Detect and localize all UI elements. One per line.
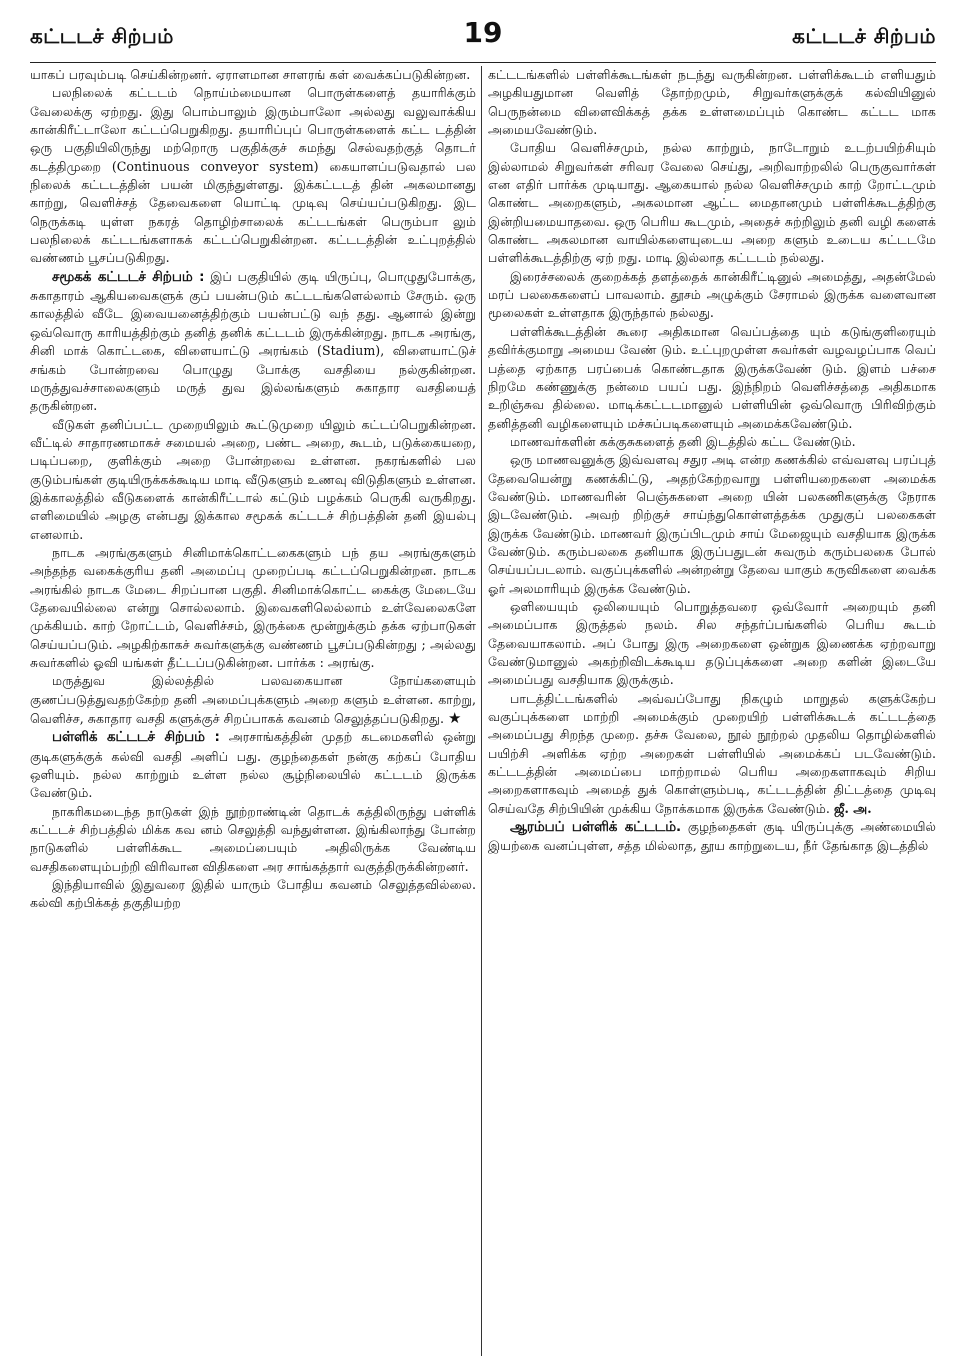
left-column [30, 66, 476, 1358]
header-rule [30, 62, 936, 63]
paragraph: பலநிலைக் கட்டடம் நொய்ம்மையான பொருள்களைத் தயாரிக்கும் வேலைக்கு ஏற்றது. இது பொம்பாலும் இரும்பாலோ அல்லது வலுவாக்கிய கான்கிரீட்டாலோ கட்டப்பெறுகிறது. தயாரிப்புப் பொருள்களைக் கட்ட டத்தின் ஒரு பகுதியிலிருந்து மற்றொரு பகுதிக்குச் சுமந்து செல்வதற்குத் தொடர் கடத்திமுறை (Continuous conveyor system) கையாளப்படுவதால் பல நிலைக் கட்டடத்தின் பயன் மிகுந்துள்ளது. இக்கட்டடத் தின் அகலமானது காற்று, வெளிச்சத் தேவைகளை யொட்டி முடிவு செய்யப்படுகிறது. இட நெருக்கடி யுள்ள நகரத் தொழிற்சாலைக் கட்டடங்கள் பெரும்பா லும் பலநிலைக் கட்டடங்களாகக் கட்டப்பெறுகின்றன. கட்டடத்தின் உட்புறத்தில் வண்ணம் பூசப்படுகிறது. [30, 85, 476, 266]
right-column [488, 66, 936, 1358]
paragraph: ஒளியையும் ஒலியையும் பொறுத்தவரை ஒவ்வோர் அறையும் தனி அமைப்பாக இருத்தல் நலம். சில சந்தர்ப்பங்களில் பெரிய கூடம் தேவையாகலாம். அப் போது இரு அறைகளை ஒன்றுக இணைக்க ஏற்றவாறு வேண்டுமானுல் அகற்றிவிடக்கூடிய தடுப்புக்களை அறை களின் இடையே அமைப்பது வசதியாக இருக்கும். [488, 598, 936, 688]
paragraph-text: மருத்துவ இல்லத்தில் பலவகையான நோய்களையும் குணப்படுத்துவதற்கேற்ற தனி அமைப்புக்களும் அறை களும் உள்ளன. காற்று, வெளிச்ச, சுகாதார வசதி களுக்குச் சிறப்பாகக் கவனம் செலுத்தப்படுகிறது. [30, 673, 476, 727]
paragraph: நாடக அரங்குகளும் சினிமாக்கொட்டகைகளும் பந் தய அரங்குகளும் அந்தந்த வகைக்குரிய தனி அமைப்பு முறைப்படி கட்டப்பெறுகின்றன. நாடக அரங்கில் நாடக மேடை சிறப்பான பகுதி. சினிமாக்கொட்ட கைக்கு மேடையே தேவையில்லை என்று சொல்லலாம். இவைகளிலெல்லாம் உள்வேலைகளே முக்கியம். காற் றோட்டம், வெளிச்சம், இருக்கை மூன்றுக்கும் தக்க ஏற்பாடுகள் செய்யப்படும். அழகிற்காகச் சுவர்களுக்கு வண்ணம் பூசப்படுகின்றது ; அல்லது சுவர்களில் ஓவி யங்கள் தீட்டப்படுகின்றன. பார்க்க : அரங்கு. [30, 544, 476, 670]
paragraph: யாகப் பரவும்படி செய்கின்றனர். ஏராளமான சாளரங் கள் வைக்கப்படுகின்றன. [30, 67, 471, 82]
paragraph [30, 728, 476, 802]
paragraph: கட்டடங்களில் பள்ளிக்கூடங்கள் நடந்து வருகின்றன. பள்ளிக்கூடம் எளியதும் அழகியதுமான வெளித் தோற்றமும், சிறுவர்களுக்குக் கல்வியினுல் பெருநன்மை விளைவிக்கத் தக்க உள்ளமைப்பும் கொண்ட கட்டட மாக அமையவேண்டும். [488, 67, 936, 138]
paragraph: மாணவர்களின் கக்குசுகளைத் தனி இடத்தில் கட்ட வேண்டும். [510, 433, 856, 449]
star-icon: ★ [447, 709, 462, 728]
paragraph: நாகரிகமடைந்த நாடுகள் இந் நூற்றாண்டின் தொடக் கத்திலிருந்து பள்ளிக் கட்டடச் சிற்பத்தில் மிக்க கவ னம் செலுத்தி வந்துள்ளன. இங்கிலாந்து போன்ற நாடுகளில் பள்ளிக்கூட அமைப்பையும் அதிலிருக்க வேண்டிய வசதிகளையும்பற்றி விரிவான விதிகளை அர சாங்கத்தார் வகுத்திருக்கின்றனர். [30, 803, 476, 874]
paragraph: வீடுகள் தனிப்பட்ட முறையிலும் கூட்டுமுறை யிலும் கட்டப்பெறுகின்றன. வீட்டில் சாதாரணமாகச் சமையல் அறை, பண்ட அறை, கூடம், படுக்கையறை, படிப்பறை, குளிக்கும் அறை போன்றவை உள்ளன. நகரங்களில் பல குடும்பங்கள் குடியிருக்கக்கூடிய மாடி வீடுகளும் உணவு விடுதிகளும் உள்ளன. இக்காலத்தில் வீடுகளைக் கான்கிரீட்டால் கட்டும் பழக்கம் பெருகி வருகிறது. எளிமையில் அழகு என்பது இக்கால சமூகக் கட்டடச் சிற்பத்தின் தனி இயல்பு எனலாம். [30, 416, 476, 542]
paragraph [488, 818, 936, 856]
paragraph: ஒரு மாணவனுக்கு இவ்வளவு சதுர அடி என்ற கணக்கில் எவ்வளவு பரப்புத் தேவையென்று கணக்கிட்டு, அதற்கேற்றவாறு பள்ளியறைகளை அமைக்க வேண்டும். மாணவரின் பெஞ்சுகளை அறை யின் பலகணிகளுக்கு நேராக இடவேண்டும். அவற் றிற்குச் சாய்ந்துகொள்ளத்தக்க முதுகுப் பலகைகள் இருக்க வேண்டும். மாணவர் இருப்பிடமும் சாய் மேஜையும் வசதியாக இருக்க வேண்டும். கரும்பலகை தனியாக இருப்பதுடன் சுவரும் கரும்பலகை போல் செய்யப்படலாம். வகுப்புக்களில் அன்றன்று தேவை யாகும் கருவிகளை வைக்க ஓர் அலமாரியும் இருக்க வேண்டும். [488, 452, 936, 596]
column-divider [481, 66, 482, 1356]
paragraph: இந்தியாவில் இதுவரை இதில் யாரும் போதிய கவனம் செலுத்தவில்லை. கல்வி கற்பிக்கத் தகுதியற்ற [30, 877, 476, 911]
section-heading: ஆரம்பப் பள்ளிக் கட்டடம். [510, 820, 682, 836]
page-number: 19 [463, 16, 503, 49]
page-header [16, 8, 950, 62]
section-heading: சமூகக் கட்டடச் சிற்பம் : [52, 269, 205, 285]
paragraph [30, 672, 476, 728]
paragraph: போதிய வெளிச்சமும், நல்ல காற்றும், நாடோறும் உடற்பயிற்சியும் இல்லாமல் சிறுவர்கள் சரிவர வேலை செய்து, அறிவாற்றலில் பெருகுவார்கள் என எதிர் பார்க்க முடியாது. ஆகையால் நல்ல வெளிச்சமும் காற் றோட்டமும் கொண்ட அறைகளும், அகலமான ஆட்ட மைதானமும் பள்ளிக்கூடத்திற்கு இன்றியமையாதவை. ஒரு பெரிய கூடமும், அதைச் சுற்றிலும் தனி வழி களைக் கொண்ட அகலமான வாயில்களையுடைய அறை களும் உடைய கட்டடமே பள்ளிக்கூடத்திற்கு ஏற் றது. மாடி இல்லாத கட்டடம் நல்லது. [488, 140, 936, 266]
running-head-right: கட்டடச் சிற்பம் [792, 24, 936, 48]
paragraph-text: அரசாங்கத்தின் முதற் கடமைகளில் ஒன்று குடிகளுக்குக் கல்வி வசதி அளிப் பது. குழந்தைகள் நன்கு கற்கப் போதிய ஒளியும். நல்ல காற்றும் உள்ள நல்ல சூழ்நிலையில் கட்டடம் இருக்க வேண்டும். [30, 729, 476, 801]
paragraph: பள்ளிக்கூடத்தின் கூரை அதிகமான வெப்பத்தை யும் கடுங்குளிரையும் தவிர்க்குமாறு அமைய வேண் டும். உட்புறமுள்ள சுவர்கள் வழவழப்பாக வெப் பத்தை ஏற்காத பரப்பைக் கொண்டதாக இருக்கவேண் டும். இளம் பச்சை நிறமே கண்ணுக்கு நன்மை பயப் பது. இந்நிறம் வெளிச்சத்தை அதிகமாக உறிஞ்சுவ தில்லை. மாடிக்கட்டடமானுல் பள்ளியின் ஒவ்வொரு பிரிவிற்கும் தனித்தனி வழிகளையும் மச்சுப்படிகளையும் அமைக்கவேண்டும். [488, 323, 936, 431]
running-head-left: கட்டடச் சிற்பம் [30, 24, 174, 48]
paragraph: இரைச்சலைக் குறைக்கத் தளத்தைக் கான்கிரீட்டினுல் அமைத்து, அதன்மேல் மரப் பலகைகளைப் பாவலாம். தூசம் அழுக்கும் சேராமல் இருக்க வளைவான மூலைகள் உள்ளதாக இருந்தால் நல்லது. [488, 268, 936, 321]
paragraph-text: குழந்தைகள் குடி யிருப்புக்கு அண்மையில் இயற்கை வனப்புள்ள, சத்த மில்லாத, தூய காற்றுடைய, நீர் தேங்காத இடத்தில் [488, 819, 936, 854]
section-heading: பள்ளிக் கட்டடச் சிற்பம் : [52, 730, 220, 746]
paragraph-text: பாடத்திட்டங்களில் அவ்வப்போது நிகழும் மாறுதல் களுக்கேற்ப வகுப்புக்களை மாற்றி அமைக்கும் முறையிற் பள்ளிக்கூடக் கட்டடத்தை அமைப்பது சிறந்த முறை. தச்சு வேலை, நூல் நூற்றல் முதலிய தொழில்களில் பயிற்சி அளிக்க ஏற்ற அறைகள் பள்ளியில் அமைக்கப் படவேண்டும். கட்டடத்தின் அமைப்பை மாற்றாமல் பெரிய அறைகளாகவும் சிறிய அறைகளாகவும் அமைத் துக் கொள்ளும்படி, கட்டடத்தின் திட்டத்தை முடிவு செய்வதே சிற்பியின் முக்கிய நோக்கமாக இருக்க வேண்டும். [488, 690, 936, 816]
paragraph [30, 268, 476, 416]
author-initials: ஜீ. அ. [833, 800, 872, 816]
paragraph-text: இப் பகுதியில் குடி யிருப்பு, பொழுதுபோக்கு, சுகாதாரம் ஆகியவைகளுக் குப் பயன்படும் கட்டடங்களெல்லாம் சேரும். ஒரு காலத்தில் வீடே இவையனைத்திற்கும் பயன்பட்டு வந் தது. ஆனால் இன்று ஒவ்வொரு காரியத்திற்கும் தனித் தனிக் கட்டடம் இருக்கின்றது. நாடக அரங்கு, சினி மாக் கொட்டகை, விளையாட்டு அரங்கம் (Stadium), விளையாட்டுச் சங்கம் போன்றவை பொழுது போக்கு வசதியை நல்குகின்றன. மருத்துவச்சாலைகளும் மருத் துவ இல்லங்களும் சுகாதார வசதியைத் தருகின்றன. [30, 268, 476, 414]
paragraph [488, 690, 936, 818]
